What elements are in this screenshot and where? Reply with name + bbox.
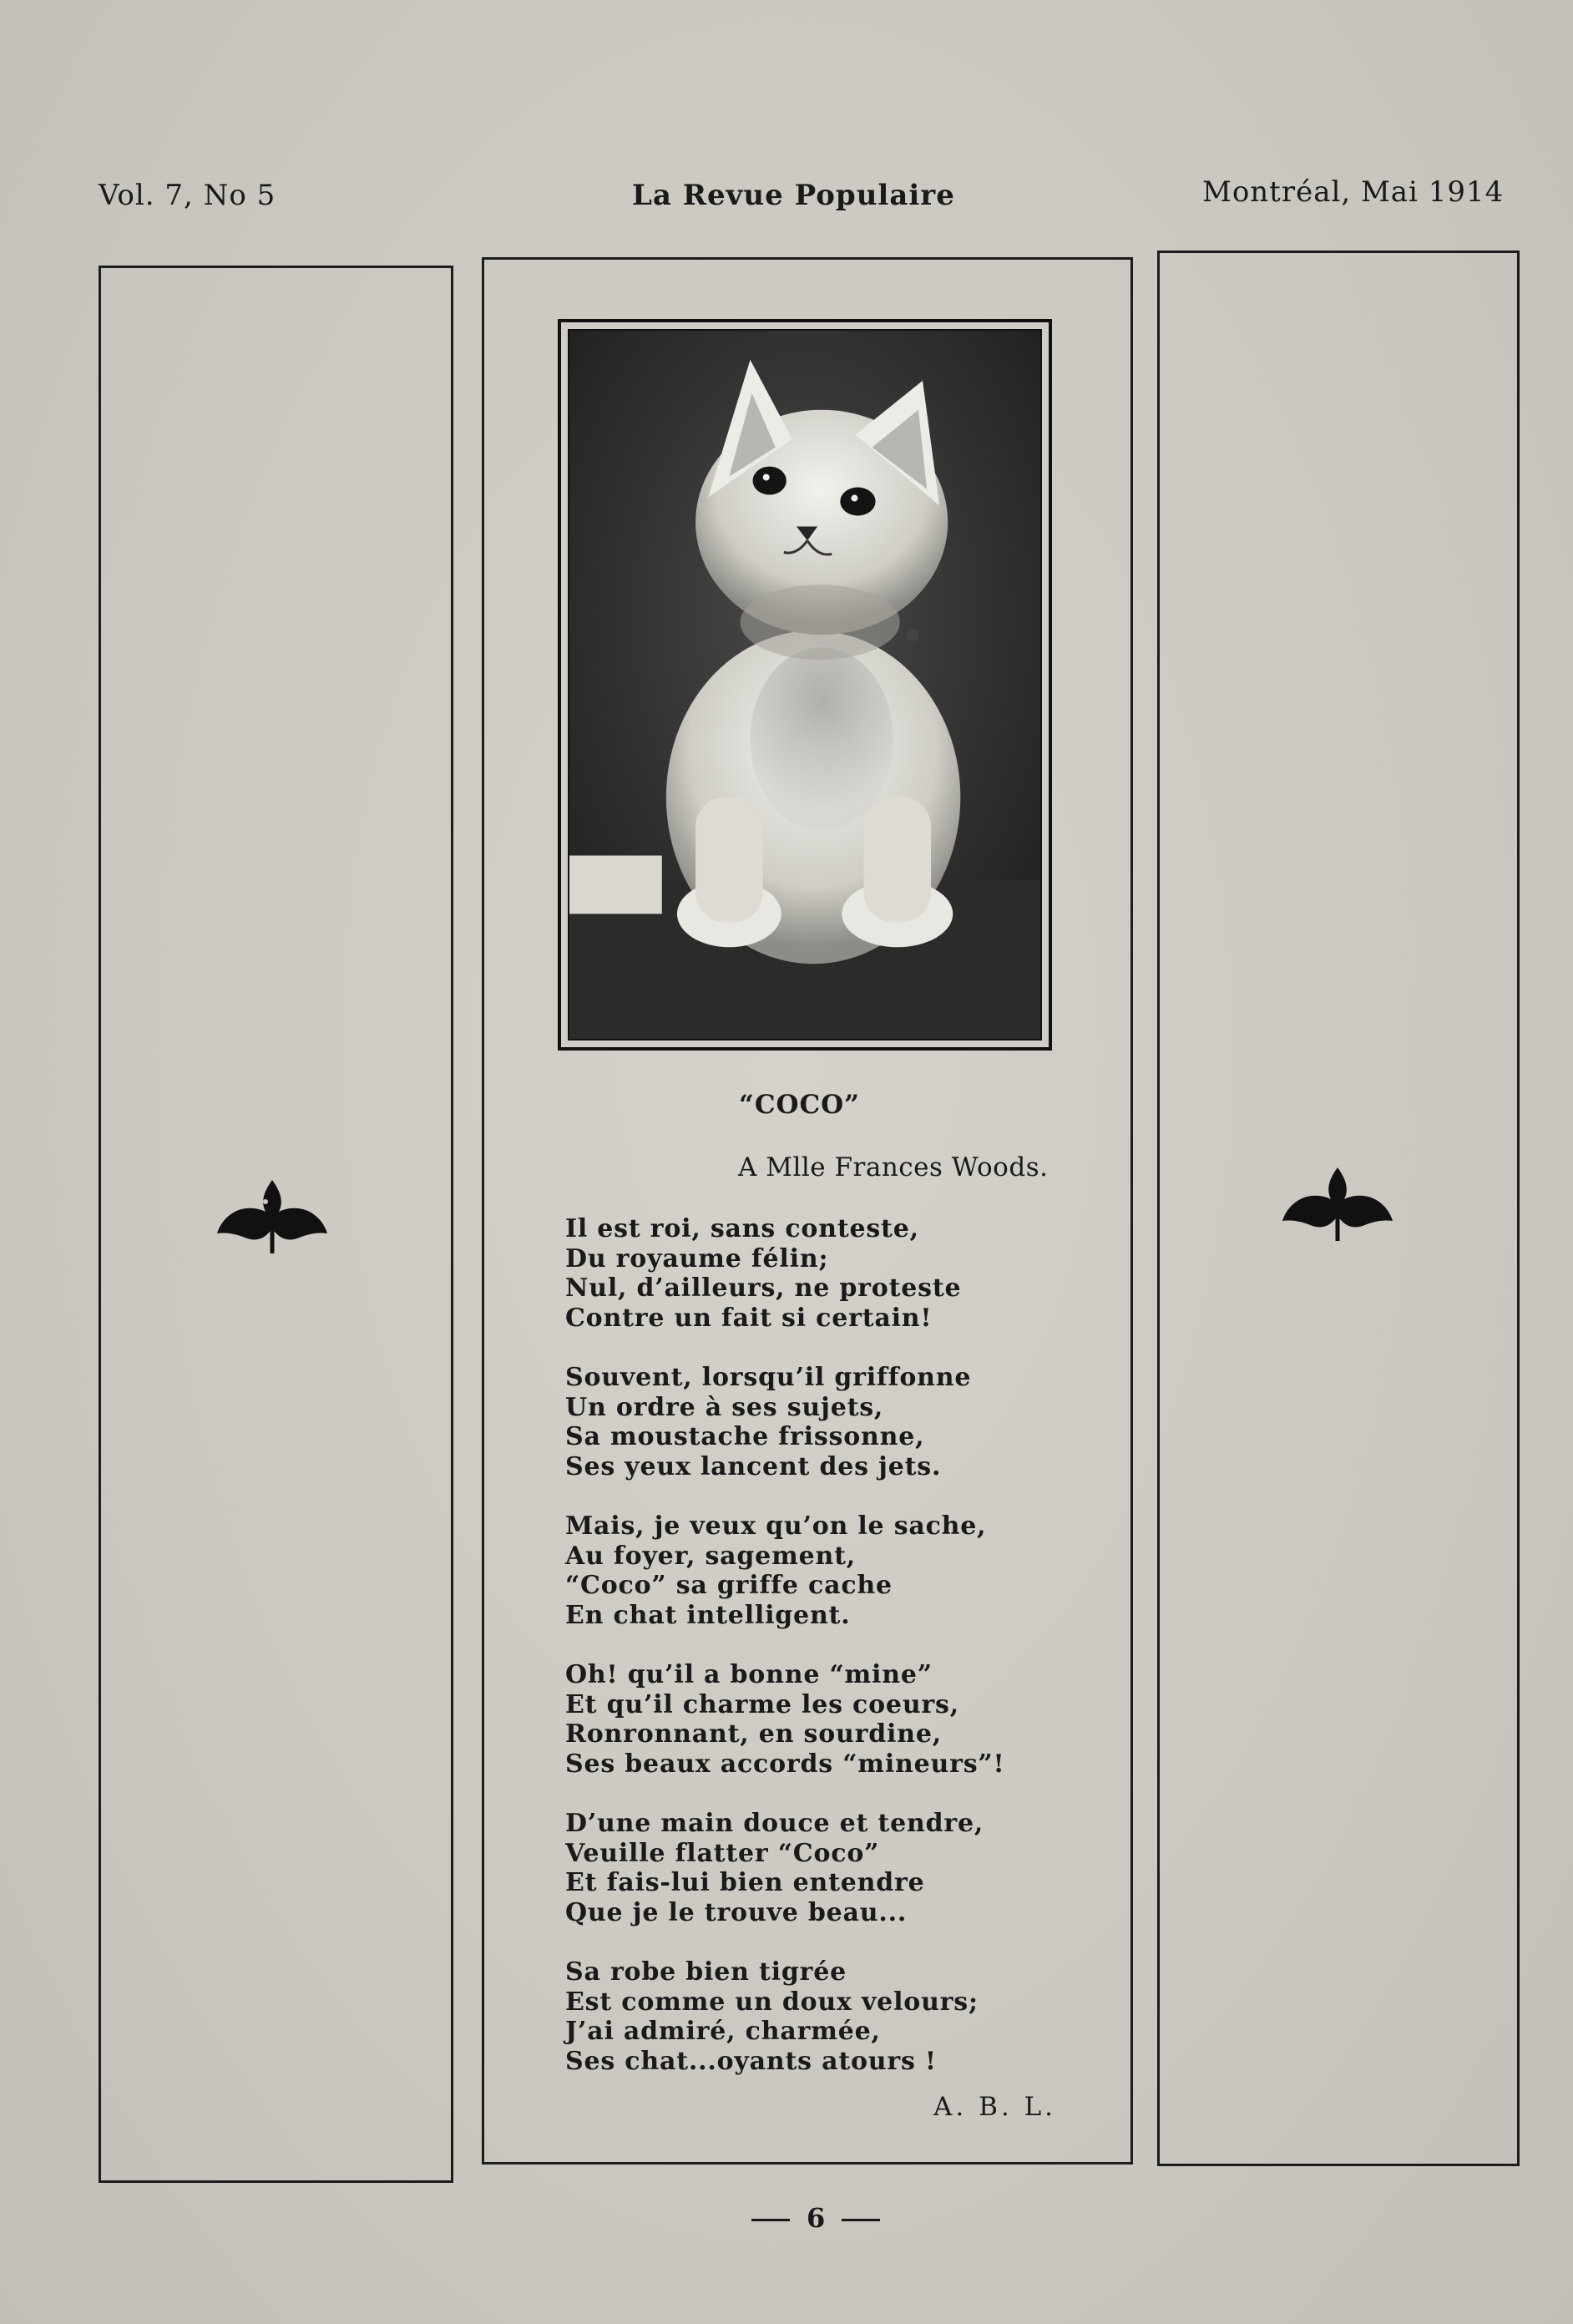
page-number-value: 6 [807,2202,826,2234]
dash-left [751,2219,790,2221]
white-kitten-photo [569,331,1040,1039]
stanza [565,1957,1066,2076]
leaf-ornament-icon [214,1173,331,1257]
place-and-date: Montréal, Mai 1914 [1202,175,1505,209]
poem-line: Veuille flatter “Coco” [565,1838,880,1868]
poem-line: En chat intelligent. [565,1600,851,1630]
stanza [565,1214,1066,1333]
poem-line: Mais, je veux qu’on le sache, [565,1511,987,1541]
poem-line: Est comme un doux velours; [565,1987,979,2017]
poem-line: Ses beaux accords “mineurs”! [565,1749,1005,1779]
poem-line: Ses yeux lancent des jets. [565,1451,942,1481]
poem-line: Souvent, lorsqu’il griffonne [565,1363,972,1392]
poem-line: Au foyer, sagement, [565,1541,857,1571]
poem-line: Sa robe bien tigrée [565,1957,847,1987]
poem-line: Du royaume félin; [565,1243,829,1273]
poem-line: Nul, d’ailleurs, ne proteste [565,1273,962,1303]
poem-line: D’une main douce et tendre, [565,1809,984,1838]
stanza [565,1511,1066,1630]
stanza [565,1809,1066,1927]
poem-signature: A. B. L. [933,2092,1057,2122]
poem-line: Un ordre à ses sujets, [565,1392,884,1422]
poem-line: Contre un fait si certain! [565,1303,933,1333]
poem-line: Ronronnant, en sourdine, [565,1719,942,1749]
page-number [735,2202,897,2234]
stanza [565,1363,1066,1481]
kitten-photo [558,319,1052,1051]
poem-line: Que je le trouve beau... [565,1897,908,1927]
stanza [565,1660,1066,1779]
volume-number: Vol. 7, No 5 [99,179,276,212]
poem-dedication: A Mlle Frances Woods. [738,1152,1049,1182]
poem-line: Sa moustache frissonne, [565,1422,925,1451]
poem-line: Il est roi, sans conteste, [565,1214,919,1243]
poem-line: J’ai admiré, charmée, [565,2017,881,2046]
poem-body [565,1214,1066,2106]
poem-line: Ses chat...oyants atours ! [565,2046,937,2076]
poem-title: “COCO” [739,1090,861,1120]
poem-line: Et qu’il charme les coeurs, [565,1689,959,1719]
poem-line: “Coco” sa griffe cache [565,1571,893,1600]
dash-right [842,2219,880,2221]
leaf-ornament-icon [1279,1161,1396,1244]
publication-title: La Revue Populaire [632,179,955,212]
poem-line: Et fais-lui bien entendre [565,1868,925,1897]
poem-line: Oh! qu’il a bonne “mine” [565,1660,933,1689]
